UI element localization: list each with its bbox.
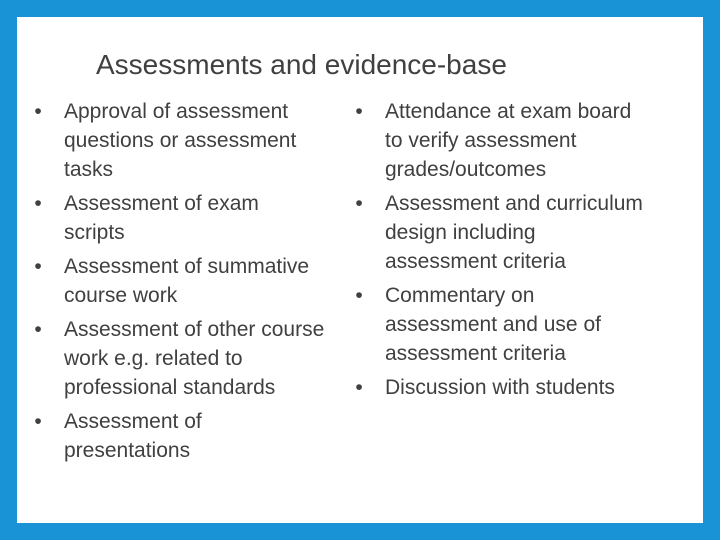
bullet-list-right [346,97,698,407]
slide-canvas [17,17,703,523]
list-item [25,97,365,184]
list-item-text: Approval of assessment questions or assessment tasks [64,100,297,181]
bullet-list-left [25,97,365,470]
bullet-icon: • [34,192,42,215]
bullet-icon: • [355,100,363,123]
list-item-text: Assessment of summative course work [64,255,310,307]
bullet-icon: • [355,192,363,215]
list-item-text: Commentary on assessment and use of assessment criteria [385,284,601,365]
list-item-text: Assessment of exam scripts [64,192,259,244]
list-item-text: Assessment of other course work e.g. related to professional standards [64,318,325,399]
list-item [346,189,698,276]
list-item [25,252,365,310]
bullet-icon: • [34,255,42,278]
bullet-icon: • [355,376,363,399]
bullet-icon: • [34,318,42,341]
list-item-text: Assessment of presentations [64,410,202,462]
list-item-text: Attendance at exam board to verify assessment grades/outcomes [385,100,632,181]
list-item [346,97,698,184]
bullet-icon: • [34,410,42,433]
list-item [25,315,365,402]
list-item [346,373,698,402]
list-item [25,407,365,465]
bullet-icon: • [34,100,42,123]
list-item-text: Assessment and curriculum design including assessment criteria [385,192,643,273]
list-item [346,281,698,368]
list-item-text: Discussion with students [385,376,615,399]
bullet-icon: • [355,284,363,307]
slide-title: Assessments and evidence-base [96,49,507,80]
list-item [25,189,365,247]
